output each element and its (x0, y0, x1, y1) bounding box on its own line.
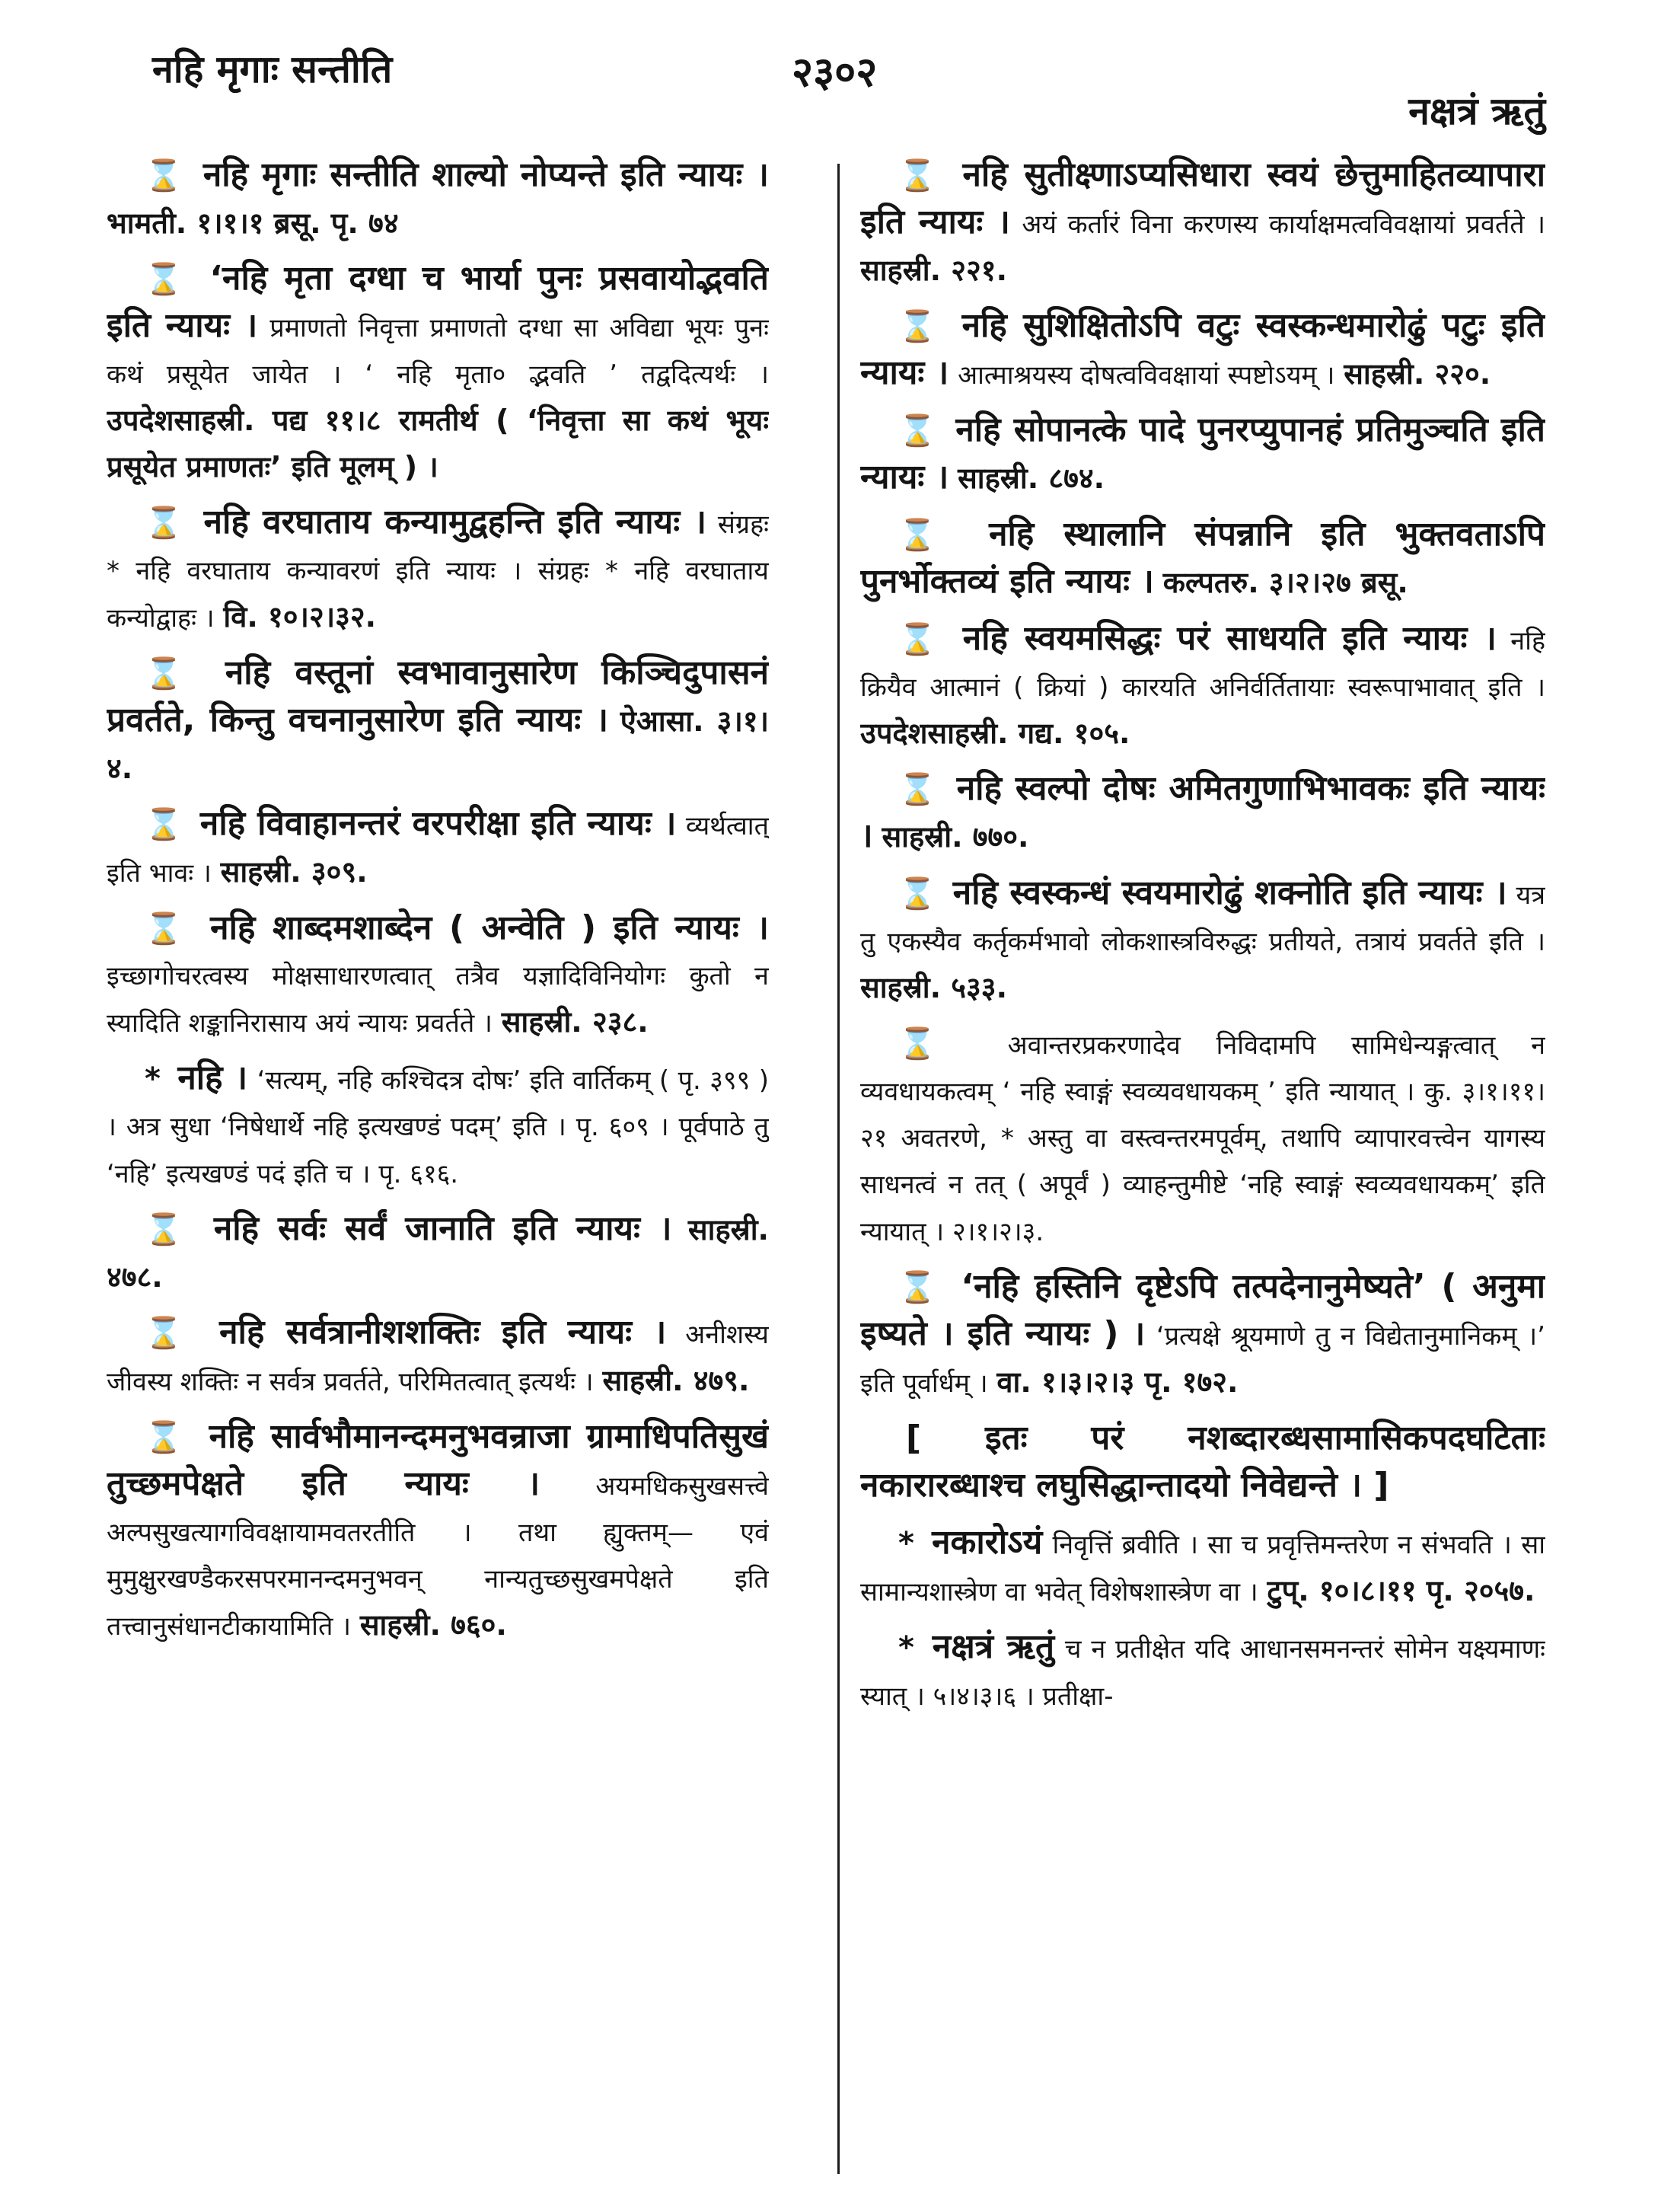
entry-mark: ⌛ (898, 413, 938, 448)
entry-lead: ‘नहि मृता दग्धा च भार्या पुनः प्रसवायोद्भवति इति न्यायः । (107, 259, 769, 345)
entry-body: अवान्तरप्रकरणादेव निविदामपि सामिधेन्यङ्गत्वात् न व्यवधायकत्वम् ‘ नहि स्वाङ्गं स्वव्यवधायकम् ’ इति न्यायात् । कु. ३।१।११।२१ अवतरणे, * अस्तु वा वस्त्वन्तरमपूर्वम्, तथापि व्यापारवत्त्वेन यागस्य साधनत्वं न तत् ( अपूर्वं ) व्याहन्तुमीष्टे ‘नहि स्वाङ्गं स्वव्यवधायकम्’ इति न्यायात् । २।१।२।३. (860, 1030, 1545, 1247)
entry-mark: ⌛ (145, 911, 189, 946)
entry-reference: साहस्री. ३०९. (220, 855, 368, 889)
nyaya-entry (107, 801, 769, 896)
entry-body: ‘प्रत्यक्षे श्रूयमाणे तु न विद्येतानुमानिकम् ।’ इति पूर्वार्धम् । (860, 1321, 1545, 1399)
nyaya-entry (860, 616, 1545, 757)
left-column (107, 152, 769, 2163)
entry-reference: उपदेशसाहस्री. पद्य ११।८ रामतीर्थ ( ‘निवृत्ता सा कथं भूयः प्रसूयेत प्रमाणतः’ इति मूलम् ) । (107, 404, 769, 484)
nyaya-entry (860, 1416, 1545, 1511)
entry-mark: ⌛ (898, 1270, 941, 1305)
entry-mark: ⌛ (145, 158, 185, 193)
entry-mark: ⌛ (145, 262, 188, 297)
entry-lead: नहि सुशिक्षितोऽपि वटुः स्वस्कन्धमारोढुं पटुः इति न्यायः । (860, 306, 1545, 392)
entry-mark: ⌛ (145, 656, 196, 691)
entry-reference: वा. १।३।२।३ पृ. १७२. (996, 1365, 1239, 1399)
entry-mark: ⌛ (898, 158, 942, 193)
entry-lead: नहि विवाहानन्तरं वरपरीक्षा इति न्यायः । (199, 804, 677, 843)
entry-mark: ⌛ (145, 1212, 190, 1247)
nyaya-entry (860, 1020, 1545, 1255)
nyaya-entry (107, 650, 769, 792)
entry-body: च न प्रतीक्षेत यदि आधानसमनन्तरं सोमेन यक्ष्यमाणः स्यात् । ५।४।३।६ । प्रतीक्षा- (860, 1634, 1545, 1712)
running-head-left: नहि मृगाः सन्तीति (152, 47, 393, 91)
entry-body: आत्माश्रयस्य दोषत्वविवक्षायां स्पष्टोऽयम् । (958, 360, 1335, 391)
entry-reference: साहस्री. ७६०. (359, 1608, 507, 1642)
entry-reference: साहस्री. ७७०. (882, 820, 1029, 854)
entry-reference: साहस्री. २२०. (1344, 357, 1491, 391)
entry-reference: कल्पतरु. ३।२।२७ ब्रसू. (1162, 566, 1408, 599)
nyaya-entry (860, 152, 1545, 294)
entry-lead: नहि स्थालानि संपन्नानि इति भुक्तवताऽपि पुनर्भोक्तव्यं इति न्यायः । (860, 515, 1545, 601)
entry-reference: भामती. १।१।१ ब्रसू. पृ. ७४ (107, 206, 399, 240)
entry-body: नहि क्रियैव आत्मानं ( क्रियां ) कारयति अनिर्वर्तितायाः स्वरूपाभावात् इति । (860, 626, 1545, 703)
entry-lead: नहि सोपानत्के पादे पुनरप्युपानहं प्रतिमुञ्चति इति न्यायः । (860, 410, 1545, 496)
entry-lead: नकारोऽयं (932, 1523, 1043, 1562)
entry-body: प्रमाणतो निवृत्ता प्रमाणतो दग्धा सा अविद्या भूयः पुनः कथं प्रसूयेत जायेत । ‘ नहि मृता० द्भवति ’ तद्वदित्यर्थः । (107, 313, 769, 390)
entry-lead: नहि वरघाताय कन्यामुद्वहन्ति इति न्यायः । (203, 503, 707, 541)
nyaya-entry (107, 152, 769, 247)
entry-reference: साहस्री. ४७८. (107, 1213, 769, 1294)
entry-lead: नहि सार्वभौमानन्दमनुभवन्राजा ग्रामाधिपतिसुखं तुच्छमपेक्षते इति न्यायः । (107, 1417, 769, 1503)
entry-reference: उपदेशसाहस्री. गद्य. १०५. (860, 717, 1130, 750)
entry-lead: नहि स्वयमसिद्धः परं साधयति इति न्यायः । (962, 619, 1497, 658)
entry-reference: साहस्री. ५३३. (860, 971, 1007, 1004)
entry-body: अयमधिकसुखसत्त्वे अल्पसुखत्यागविवक्षायामवतरतीति । तथा ह्युक्तम्— एवं मुमुक्षुरखण्डैकरसपरमानन्दमनुभवन् नान्यतुच्छसुखमपेक्षते इति तत्त्वानुसंधानटीकायामिति । (107, 1471, 769, 1642)
entry-mark: ⌛ (898, 622, 942, 657)
entry-mark: ⌛ (898, 876, 936, 911)
entry-mark: * (898, 1526, 914, 1561)
entry-reference: साहस्री. २३८. (501, 1005, 649, 1039)
entry-mark: * (145, 1061, 161, 1096)
nyaya-entry (107, 500, 769, 641)
entry-mark: ⌛ (145, 1420, 188, 1455)
nyaya-entry (860, 303, 1545, 398)
nyaya-entry (860, 766, 1545, 861)
entry-body: अनीशस्य जीवस्य शक्तिः न सर्वत्र प्रवर्तते, परिमितत्वात् इत्यर्थः । (107, 1320, 769, 1397)
entry-reference: साहस्री. ८७४. (958, 461, 1105, 495)
entry-lead: नहि स्वल्पो दोषः अमितगुणाभिभावकः इति न्यायः । (860, 769, 1545, 855)
entry-mark: * (898, 1630, 914, 1665)
entry-body: संग्रहः * नहि वरघाताय कन्यावरणं इति न्यायः । संग्रहः * नहि वरघाताय कन्योद्वाहः । (107, 509, 769, 634)
entry-mark: ⌛ (145, 807, 183, 842)
right-column (860, 152, 1545, 2163)
entry-lead: नहि सुतीक्ष्णाऽप्यसिधारा स्वयं छेत्तुमाहितव्यापारा इति न्यायः । (860, 155, 1545, 241)
entry-lead: नहि सर्वत्रानीशशक्तिः इति न्यायः । (219, 1313, 667, 1352)
entry-mark: ⌛ (898, 309, 941, 344)
entry-body: निवृत्तिं ब्रवीति । सा च प्रवृत्तिमन्तरेण न संभवति । सा सामान्यशास्त्रेण वा भवेत् विशेषशास्त्रेण वा । (860, 1530, 1545, 1607)
entry-lead: नहि वस्तूनां स्वभावानुसारेण किञ्चिदुपासनं प्रवर्तते, किन्तु वचनानुसारेण इति न्यायः । (107, 653, 769, 739)
nyaya-entry (107, 1310, 769, 1405)
nyaya-entry (860, 512, 1545, 607)
nyaya-entry (107, 1055, 769, 1197)
entry-reference: ऐआसा. ३।१।४. (107, 704, 769, 785)
entry-body: इच्छागोचरत्वस्य मोक्षसाधारणत्वात् तत्रैव यज्ञादिविनियोगः कुतो न स्यादिति शङ्कानिरासाय अयं न्यायः प्रवर्तते । (107, 961, 769, 1039)
entry-body: ‘सत्यम्, नहि कश्चिदत्र दोषः’ इति वार्तिकम् ( पृ. ३९९ ) । अत्र सुधा ‘निषेधार्थे नहि इत्यखण्डं पदम्’ इति । पृ. ६०९ । पूर्वपाठे तु ‘नहि’ इत्यखण्डं पदं इति च । पृ. ६१६. (107, 1065, 769, 1189)
entry-lead: नक्षत्रं ऋतुं (932, 1627, 1055, 1666)
entry-lead: ‘नहि हस्तिनि दृष्टेऽपि तत्पदेनानुमेष्यते’ ( अनुमा इष्यते । इति न्यायः ) । (860, 1267, 1545, 1353)
entry-body: यत्र तु एकस्यैव कर्तृकर्मभावो लोकशास्त्रविरुद्धः प्रतीयते, तत्रायं प्रवर्तते इति । (860, 880, 1545, 957)
nyaya-entry (107, 1414, 769, 1649)
nyaya-entry (860, 1520, 1545, 1615)
nyaya-entry (107, 905, 769, 1046)
page-number: २३०२ (792, 48, 878, 96)
nyaya-entry (107, 256, 769, 490)
nyaya-entry (860, 1264, 1545, 1406)
entry-lead: नहि सर्वः सर्वं जानाति इति न्यायः । (213, 1209, 672, 1248)
entry-lead: नहि मृगाः सन्तीति शाल्यो नोप्यन्ते इति न्यायः । (202, 155, 769, 194)
nyaya-entry (860, 870, 1545, 1011)
entry-body: अयं कर्तारं विना करणस्य कार्याक्षमत्वविवक्षायां प्रवर्तते । (1022, 209, 1545, 240)
entry-body: व्यर्थत्वात् इति भावः । (107, 811, 769, 889)
entry-reference: साहस्री. ४७९. (602, 1364, 750, 1397)
nyaya-entry (860, 1624, 1545, 1719)
entry-mark: ⌛ (898, 772, 939, 807)
entry-reference: वि. १०।२।३२. (223, 600, 377, 634)
nyaya-entry (107, 1206, 769, 1301)
entry-lead: [ इतः परं नशब्दारब्धसामासिकपदघटिताः नकारारब्धाश्च लघुसिद्धान्तादयो निवेद्यन्ते । ] (860, 1419, 1545, 1505)
entry-reference: टुप्. १०।८।११ पृ. २०५७. (1267, 1574, 1535, 1607)
running-head-right: नक्षत्रं ऋतुं (1408, 89, 1545, 133)
entry-lead: नहि । (177, 1058, 248, 1097)
entry-mark: ⌛ (898, 1026, 964, 1061)
column-divider (837, 164, 840, 2174)
entry-mark: ⌛ (898, 518, 955, 553)
entry-mark: ⌛ (145, 1316, 193, 1351)
nyaya-entry (860, 407, 1545, 503)
page-header (152, 42, 1545, 133)
entry-reference: साहस्री. २२१. (860, 254, 1007, 287)
entry-lead: नहि स्वस्कन्धं स्वयमारोढुं शक्नोति इति न्यायः । (952, 873, 1507, 912)
entry-mark: ⌛ (145, 506, 185, 541)
entry-lead: नहि शाब्दमशाब्देन ( अन्वेति ) इति न्यायः । (210, 908, 769, 947)
